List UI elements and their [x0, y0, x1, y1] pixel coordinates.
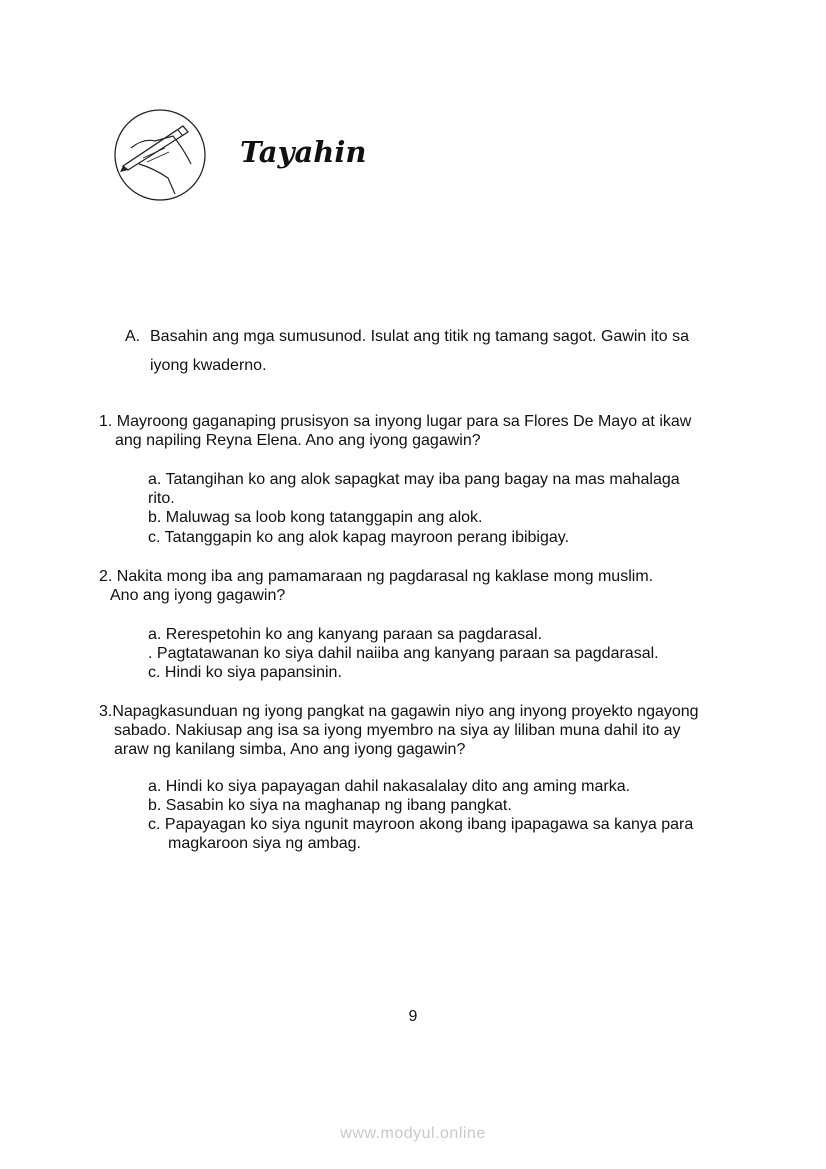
question-3-option-c: magkaroon siya ng ambag.	[168, 835, 361, 852]
question-2-text: 2. Nakita mong iba ang pamamaraan ng pagdarasal ng kaklase mong muslim.	[99, 568, 654, 585]
question-1-text: 1. Mayroong gaganaping prusisyon sa inyong lugar para sa Flores De Mayo at ikaw	[99, 413, 692, 430]
pencil-hand-icon	[113, 108, 207, 207]
question-3-option-a: a. Hindi ko siya papayagan dahil nakasalalay dito ang aming marka.	[148, 778, 631, 795]
question-3-text: sabado. Nakiusap ang isa sa iyong myembro na siya ay liliban muna dahil ito ay	[114, 722, 681, 739]
page-title: Tayahin	[240, 135, 367, 169]
instruction-text: iyong kwaderno.	[150, 357, 267, 374]
question-1-option-c: c. Tatanggapin ko ang alok kapag mayroon perang ibibigay.	[148, 529, 570, 546]
instruction-text: Basahin ang mga sumusunod. Isulat ang titik ng tamang sagot. Gawin ito sa	[150, 328, 689, 345]
question-2-text: Ano ang iyong gagawin?	[110, 587, 286, 604]
question-3-text: 3.Napagkasunduan ng iyong pangkat na gagawin niyo ang inyong proyekto ngayong	[99, 703, 699, 720]
question-1-text: ang napiling Reyna Elena. Ano ang iyong gagawin?	[115, 432, 481, 449]
question-3-option-b: b. Sasabin ko siya na maghanap ng ibang pangkat.	[148, 797, 512, 814]
question-2-option-b: . Pagtatawanan ko siya dahil naiiba ang kanyang paraan sa pagdarasal.	[148, 645, 659, 662]
question-3-text: araw ng kanilang simba, Ano ang iyong gagawin?	[114, 741, 466, 758]
question-1-option-a: a. Tatangihan ko ang alok sapagkat may iba pang bagay na mas mahalaga	[148, 471, 680, 488]
question-2-option-c: c. Hindi ko siya papansinin.	[148, 664, 342, 681]
watermark: www.modyul.online	[340, 1125, 486, 1142]
page-number: 9	[408, 1008, 418, 1025]
question-1-option-b: b. Maluwag sa loob kong tatanggapin ang alok.	[148, 509, 483, 526]
question-2-option-a: a. Rerespetohin ko ang kanyang paraan sa pagdarasal.	[148, 626, 543, 643]
instruction-letter: A.	[125, 328, 141, 345]
question-1-option-a: rito.	[148, 490, 175, 507]
question-3-option-c: c. Papayagan ko siya ngunit mayroon akong ibang ipapagawa sa kanya para	[148, 816, 694, 833]
